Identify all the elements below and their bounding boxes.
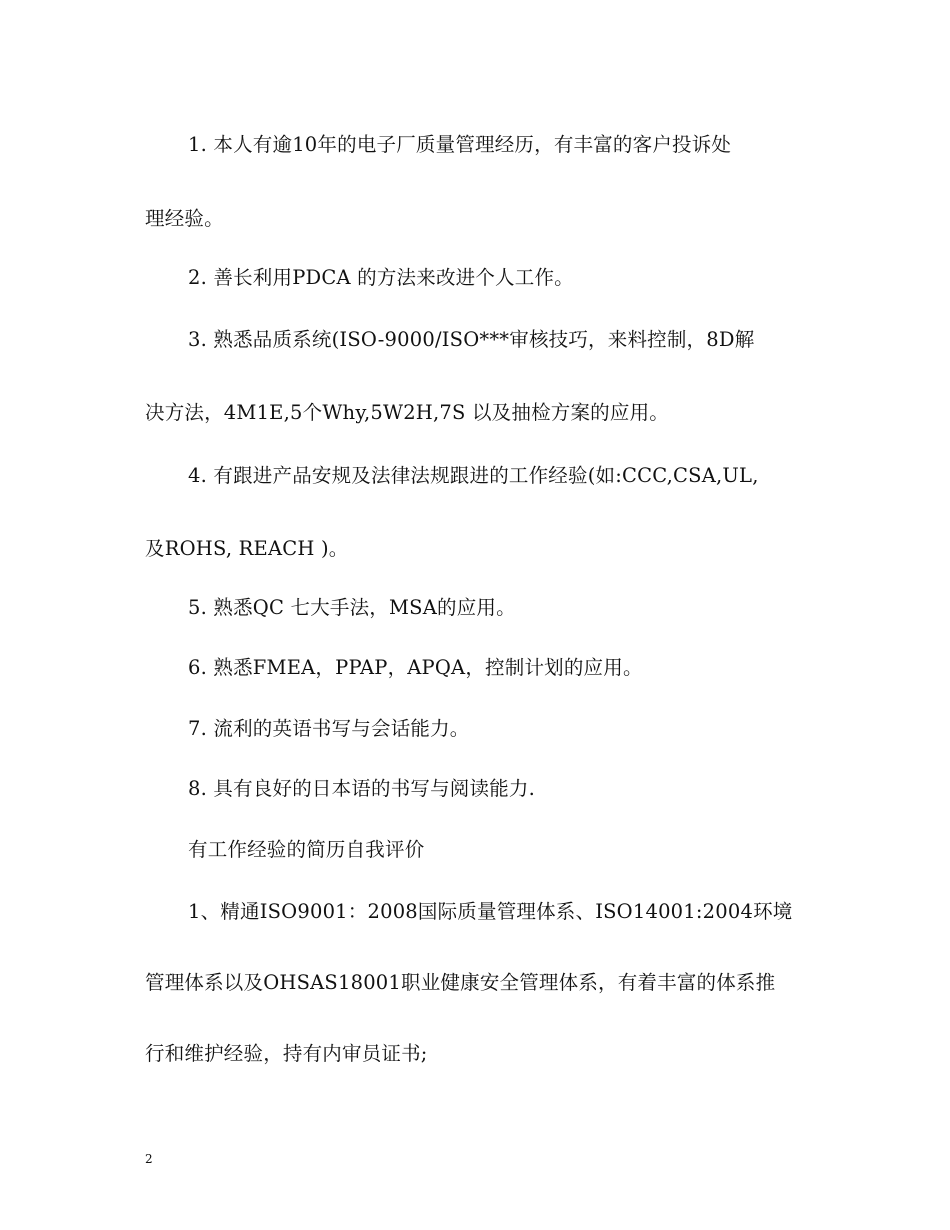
- text-line: 理经验。: [145, 207, 224, 230]
- text-line: 1. 本人有逾10年的电子厂质量管理经历，有丰富的客户投诉处: [188, 133, 732, 156]
- text-line: 1、精通ISO9001：2008国际质量管理体系、ISO14001:2004环境: [188, 900, 793, 923]
- text-line: 6. 熟悉FMEA，PPAP，APQA，控制计划的应用。: [188, 656, 643, 679]
- page-number: 2: [145, 1152, 153, 1166]
- text-line: 4. 有跟进产品安规及法律法规跟进的工作经验(如:CCC,CSA,UL,: [188, 464, 759, 487]
- text-line: 决方法，4M1E,5个Why,5W2H,7S 以及抽检方案的应用。: [145, 401, 669, 424]
- text-line: 8. 具有良好的日本语的书写与阅读能力.: [188, 777, 536, 800]
- text-line: 及ROHS, REACH )。: [145, 537, 349, 560]
- text-line: 5. 熟悉QC 七大手法，MSA的应用。: [188, 596, 516, 619]
- text-line: 7. 流利的英语书写与会话能力。: [188, 717, 470, 740]
- text-line: 3. 熟悉品质系统(ISO-9000/ISO***审核技巧，来料控制，8D解: [188, 328, 755, 351]
- text-line: 行和维护经验，持有内审员证书;: [145, 1042, 428, 1065]
- text-line: 2. 善长利用PDCA 的方法来改进个人工作。: [188, 266, 574, 289]
- text-line: 管理体系以及OHSAS18001职业健康安全管理体系，有着丰富的体系推: [145, 971, 776, 994]
- section-heading: 有工作经验的简历自我评价: [188, 838, 425, 861]
